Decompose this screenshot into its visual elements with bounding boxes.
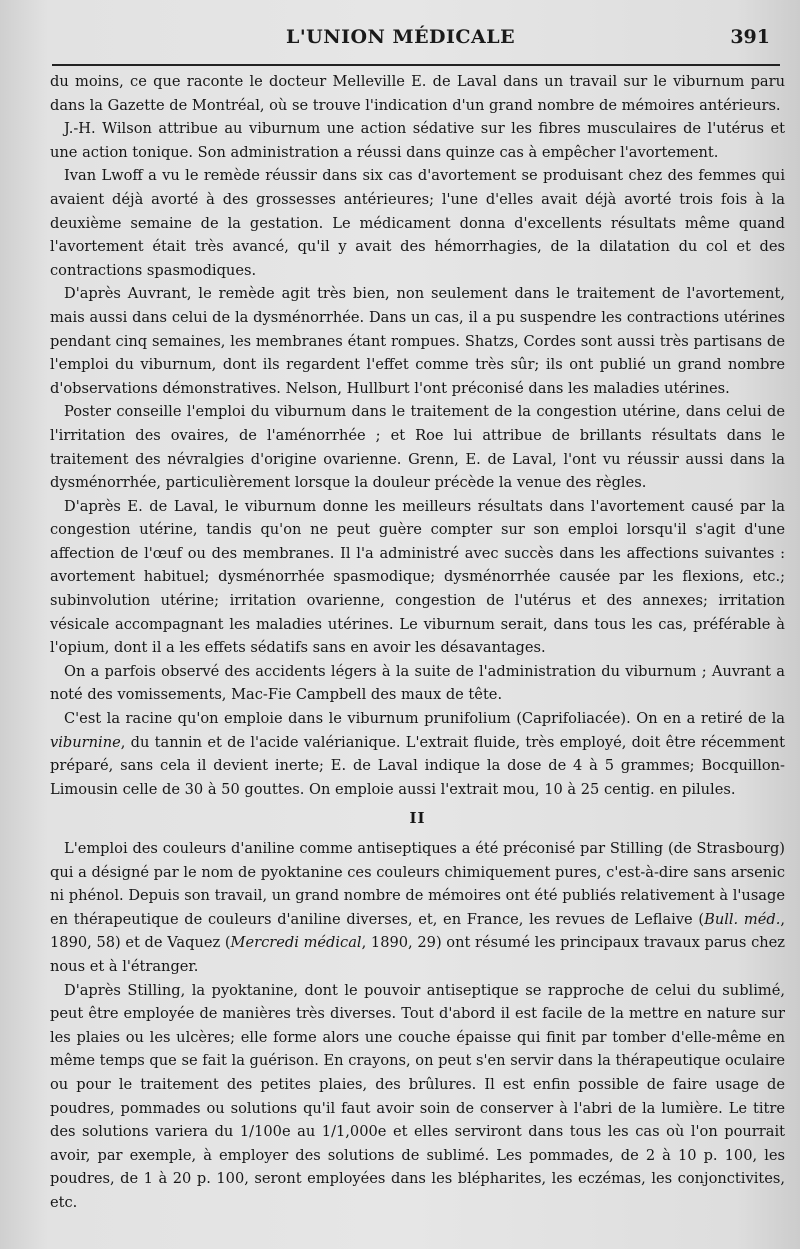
paragraph-8-text-a: C'est la racine qu'on emploie dans le viburnum prunifolium (Caprifoliacée). On en a retiré de la	[64, 710, 785, 728]
paragraph-8-italic: viburnine	[50, 733, 121, 751]
paragraph-4-text: D'après Auvrant, le remède agit très bien, non seulement dans le traitement de l'avortement, mais aussi dans celui de la dysménorrhée. Dans un cas, il a pu suspendre les contractions utérines pendant cinq semaines, les membranes étant rompues. Shatzs, Cordes sont aussi très partisans de l'emploi du viburnum, dont ils regardent l'effet comme très sûr; ils ont publié un grand nombre d'observations démonstratives. Nelson, Hullburt l'ont préconisé dans les maladies utérines.	[50, 285, 785, 397]
paragraph-7	[50, 660, 785, 707]
running-title: L'UNION MÉDICALE	[286, 26, 516, 48]
paragraph-5	[50, 400, 785, 494]
article-body	[50, 70, 785, 1215]
paragraph-3	[50, 164, 785, 282]
paragraph-9	[50, 837, 785, 979]
paragraph-10-text: D'après Stilling, la pyoktanine, dont le pouvoir antiseptique se rapproche de celui du sublimé, peut être employée de manières très diverses. Tout d'abord il est facile de la mettre en nature sur les plaies ou les ulcères; elle forme alors une couche épaisse qui finit par tomber d'elle-même en même temps que se fait la guérison. En crayons, on peut s'en servir dans la thérapeutique oculaire ou pour le traitement des petites plaies, des brûlures. Il est enfin possible de faire usage de poudres, pommades ou solutions qu'il faut avoir soin de conserver à l'abri de la lumière. Le titre des solutions variera du 1/100e au 1/1,000e et elles serviront dans tous les cas où l'on pourrait avoir, par exemple, à employer des solutions de sublimé. Les pommades, de 2 à 10 p. 100, les poudres, de 1 à 20 p. 100, seront employées dans les blépharites, les eczémas, les conjonctivites, etc.	[50, 981, 785, 1211]
paragraph-7-text: On a parfois observé des accidents légers à la suite de l'administration du viburnum ; Auvrant a noté des vomissements, Mac-Fie Campbell des maux de tête.	[50, 662, 785, 704]
paragraph-5-text: Poster conseille l'emploi du viburnum dans le traitement de la congestion utérine, dans celui de l'irritation des ovaires, de l'aménorrhée ; et Roe lui attribue de brillants résultats dans le traitement des névralgies d'origine ovarienne. Grenn, E. de Laval, l'ont vu réussir aussi dans la dysménorrhée, particulièrement lorsque la douleur précède la venue des règles.	[50, 403, 785, 492]
paragraph-6-text: D'après E. de Laval, le viburnum donne les meilleurs résultats dans l'avortement causé par la congestion utérine, tandis qu'on ne peut guère compter sur son emploi lorsqu'il s'agit d'une affection de l'œuf ou des membranes. Il l'a administré avec succès dans les affections suivantes : avortement habituel; dysménorrhée spasmodique; dysménorrhée causée par les flexions, etc.; subinvolution utérine; irritation ovarienne, congestion de l'utérus et des annexes; irritation vésicale accompagnant les maladies utérines. Le viburnum serait, dans tous les cas, préférable à l'opium, dont il a les effets sédatifs sans en avoir les désavantages.	[50, 497, 785, 657]
paragraph-8	[50, 707, 785, 801]
paragraph-9-italic-1: Bull. méd.	[704, 910, 781, 928]
paragraph-6	[50, 495, 785, 660]
paragraph-9-text-b: , 1890, 58) et de Vaquez (	[50, 910, 785, 952]
paragraph-9-italic-2: Mercredi médical	[230, 934, 362, 952]
header-rule	[52, 64, 780, 66]
section-heading: II	[409, 809, 426, 828]
paragraph-2-text: J.-H. Wilson attribue au viburnum une action sédative sur les fibres musculaires de l'utérus et une action tonique. Son administration a réussi dans quinze cas à empêcher l'avortement.	[50, 120, 785, 161]
paragraph-1	[50, 70, 785, 117]
paragraph-3-text: Ivan Lwoff a vu le remède réussir dans six cas d'avortement se produisant chez des femmes qui avaient déjà avorté à des grossesses antérieures; l'une d'elles avait déjà avorté trois fois à la deuxième semaine de la gestation. Le médicament donna d'excellents résultats même quand l'avortement était très avancé, qu'il y avait des hémorrhagies, de la dilatation du col et des contractions spasmodiques.	[50, 167, 785, 279]
paragraph-4	[50, 282, 785, 400]
paragraph-9-text-c: , 1890, 29) ont résumé les principaux travaux parus chez nous et à l'étranger.	[50, 934, 785, 975]
paragraph-1-text: du moins, ce que raconte le docteur Melleville E. de Laval dans un travail sur le viburnum paru dans la Gazette de Montréal, où se trouve l'indication d'un grand nombre de mémoires antérieurs.	[50, 73, 785, 114]
page-number: 391	[730, 26, 770, 48]
paragraph-10	[50, 979, 785, 1215]
paragraph-2	[50, 117, 785, 164]
paragraph-9-text-a: L'emploi des couleurs d'aniline comme antiseptiques a été préconisé par Stilling (de Strasbourg) qui a désigné par le nom de pyoktanine ces couleurs chimiquement pures, c'est-à-dire sans arsenic ni phénol. Depuis son travail, un grand nombre de mémoires ont été publiés relativement à l'usage en thérapeutique de couleurs d'aniline diverses, et, en France, les revues de Leflaive (	[50, 840, 785, 928]
paragraph-8-text-b: , du tannin et de l'acide valérianique. L'extrait fluide, très employé, doit être récemment préparé, sans cela il devient inerte; E. de Laval indique la dose de 4 à 5 grammes; Bocquillon-Limousin celle de 30 à 50 gouttes. On emploie aussi l'extrait mou, 10 à 25 centig. en pilules.	[50, 733, 785, 798]
page-header	[0, 26, 800, 56]
